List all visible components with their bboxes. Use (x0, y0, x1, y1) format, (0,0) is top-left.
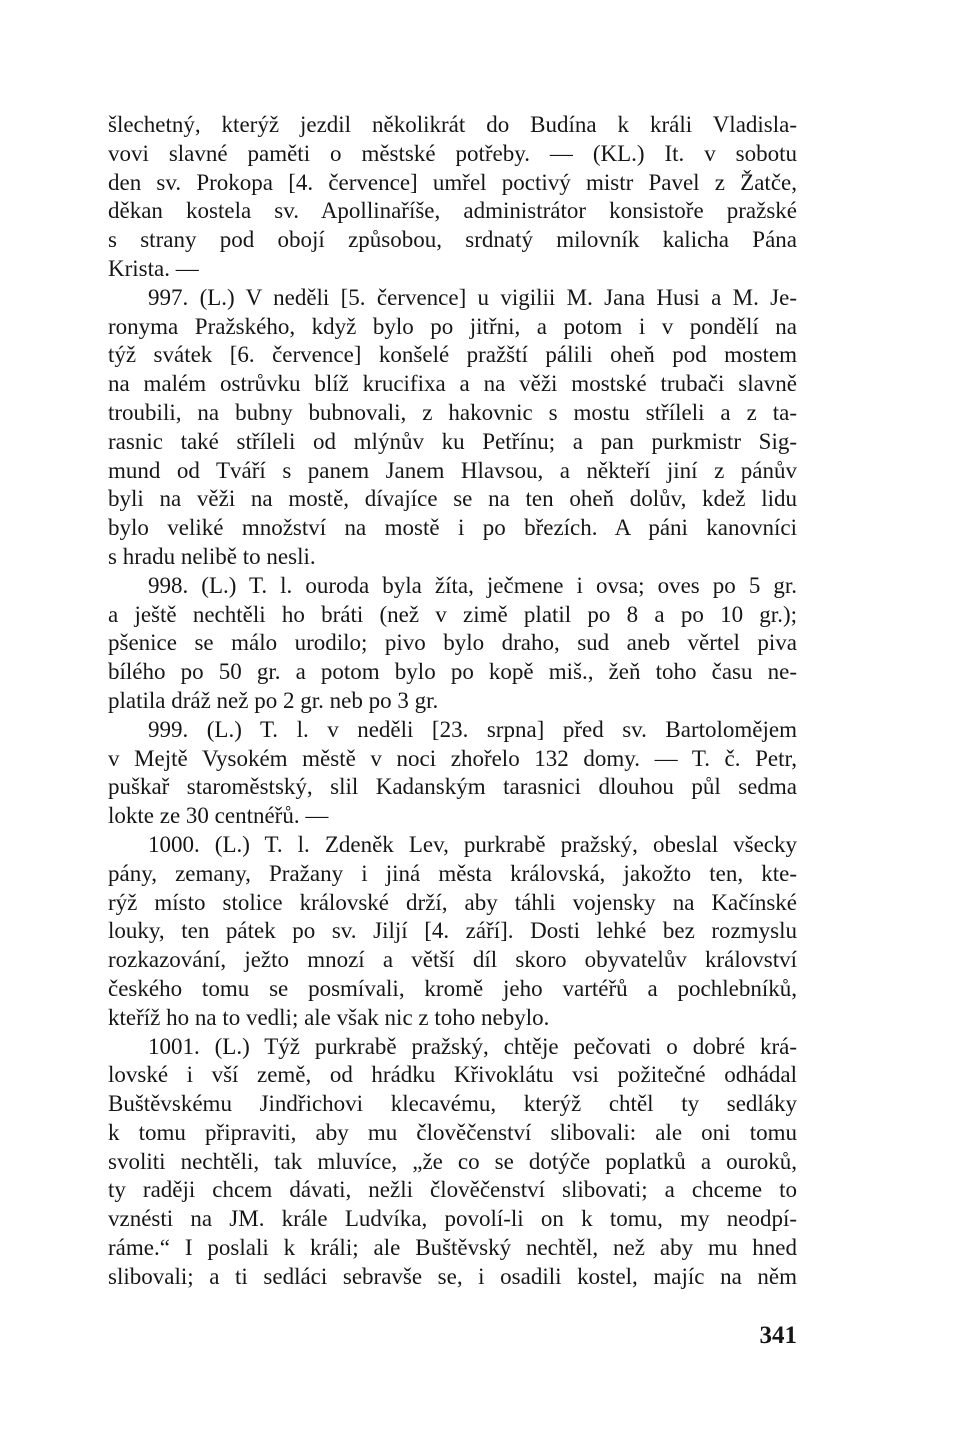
text-line: puškař staroměstský, slil Kadanským tarasnici dlouhou půl sedma (108, 774, 797, 800)
text-line: mund od Tváří s panem Janem Hlavsou, a někteří jiní z pánův (108, 457, 797, 483)
text-line: svoliti nechtěli, tak mluvíce, „že co se dotýče poplatků a ouroků, (108, 1148, 797, 1174)
text-line: a ještě nechtěli ho bráti (než v zimě platil po 8 a po 10 gr.); (108, 601, 797, 627)
text-line: Krista. — (108, 255, 199, 281)
text-line: bylo veliké množství na mostě i po březích. A páni kanovníci (108, 515, 797, 541)
paragraph (108, 572, 797, 716)
text-line: s hradu nelibě to nesli. (108, 543, 316, 569)
text-line: děkan kostela sv. Apollinaříše, administrátor konsistoře pražské (108, 198, 797, 224)
text-line: 999. (L.) T. l. v neděli [23. srpna] před sv. Bartolomějem (148, 716, 797, 742)
text-line: 1001. (L.) Týž purkrabě pražský, chtěje pečovati o dobré krá- (148, 1033, 797, 1059)
text-line: pšenice se málo urodilo; pivo bylo draho, sud aneb věrtel piva (108, 630, 797, 656)
text-line: rozkazování, ježto mnozí a větší díl skoro obyvatelův království (108, 947, 797, 973)
paragraph (108, 831, 797, 1033)
text-line: lokte ze 30 centnéřů. — (108, 803, 329, 829)
paragraph-continued (108, 111, 797, 284)
text-line: ráme.“ I poslali k králi; ale Buštěvský nechtěl, než aby mu hned (108, 1235, 797, 1261)
text-line: byli na věži na mostě, dívajíce se na ten oheň dolův, kdež lidu (108, 486, 797, 512)
text-line: pány, zemany, Pražany i jiná města královská, jakožto ten, kte- (108, 860, 797, 886)
text-line: s strany pod obojí způsobou, srdnatý milovník kalicha Pána (108, 227, 797, 253)
text-line: vovi slavné paměti o městské potřeby. — (KL.) It. v sobotu (108, 140, 797, 166)
text-line: rýž místo stolice královské drží, aby táhli vojensky na Kačínské (108, 889, 797, 915)
text-line: 1000. (L.) T. l. Zdeněk Lev, purkrabě pražský, obeslal všecky (148, 831, 797, 857)
text-line: louky, ten pátek po sv. Jiljí [4. září]. Dosti lehké bez rozmyslu (108, 918, 797, 944)
text-line: týž svátek [6. července] konšelé pražští pálili oheň pod mostem (108, 342, 797, 368)
paragraph (108, 716, 797, 831)
text-line: na malém ostrůvku blíž krucifixa a na věži mostské trubači slavně (108, 371, 797, 397)
text-line: platila dráž než po 2 gr. neb po 3 gr. (108, 687, 439, 713)
text-line: slibovali; a ti sedláci sebravše se, i osadili kostel, majíc na něm (108, 1263, 797, 1289)
text-line: Buštěvskému Jindřichovi klecavému, kterýž chtěl ty sedláky (108, 1091, 797, 1117)
paragraph (108, 1033, 797, 1292)
text-line: 997. (L.) V neděli [5. července] u vigilii M. Jana Husi a M. Je- (148, 284, 797, 310)
body-text (108, 111, 797, 1292)
text-line: 998. (L.) T. l. ouroda byla žíta, ječmene i ovsa; oves po 5 gr. (148, 572, 797, 598)
paragraph (108, 284, 797, 572)
text-line: šlechetný, kterýž jezdil několikrát do Budína k králi Vladisla- (108, 112, 797, 137)
text-line: lovské i vší země, od hrádku Křivoklátu vsi požitečné odhádal (108, 1062, 797, 1088)
text-line: rasnic také stříleli od mlýnův ku Petřínu; a pan purkmistr Sig- (108, 428, 797, 454)
text-line: ty raději chcem dávati, nežli člověčenství slibovati; a chceme to (108, 1177, 797, 1203)
text-line: ronyma Pražského, když bylo po jitřni, a potom i v pondělí na (108, 313, 797, 339)
text-line: troubili, na bubny bubnovali, z hakovnic s mostu stříleli a z ta- (108, 399, 797, 425)
page-number: 341 (759, 1322, 797, 1349)
text-line: v Mejtě Vysokém městě v noci zhořelo 132 domy. — T. č. Petr, (108, 745, 797, 771)
text-line: bílého po 50 gr. a potom bylo po kopě miš., žeň toho času ne- (108, 659, 797, 685)
text-line: vznésti na JM. krále Ludvíka, povolí-li on k tomu, my neodpí- (108, 1206, 797, 1232)
text-line: českého tomu se posmívali, kromě jeho vartéřů a pochlebníků, (108, 975, 797, 1001)
text-line: k tomu připraviti, aby mu člověčenství slibovali: ale oni tomu (108, 1119, 797, 1145)
text-line: kteříž ho na to vedli; ale však nic z toho nebylo. (108, 1004, 550, 1030)
text-line: den sv. Prokopa [4. července] umřel poctivý mistr Pavel z Žatče, (108, 169, 797, 195)
